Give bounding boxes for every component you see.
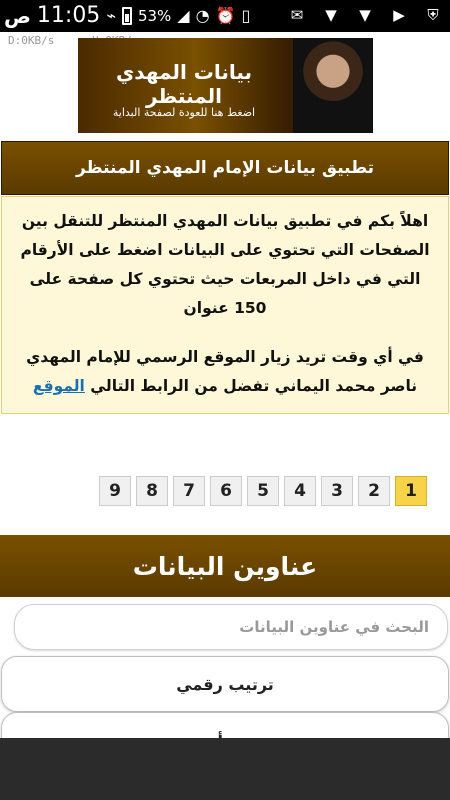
- battery-percent: 53%: [137, 6, 172, 25]
- page-8-button[interactable]: 8: [136, 476, 168, 506]
- portrait-image: [293, 38, 373, 133]
- page-2-button[interactable]: 2: [358, 476, 390, 506]
- status-ampm: ص: [4, 3, 31, 28]
- status-bar: [0, 0, 450, 32]
- signal-icon: ◢: [177, 5, 190, 25]
- app-title: تطبيق بيانات الإمام المهدي المنتظر: [75, 158, 375, 178]
- vibrate-icon: ▯: [241, 5, 251, 25]
- search-input[interactable]: [15, 605, 447, 649]
- page-9-button[interactable]: 9: [99, 476, 131, 506]
- info-paragraph-1: اهلاً بكم في تطبيق بيانات المهدي المنتظر للتنقل بين الصفحات التي تحتوي على البيانات اضغط على الأرقام التي في داخل المربعات حيث تحتوي كل صفحة على 150 عنوان: [20, 212, 430, 317]
- list-item-label: ترتيب رقمي: [176, 674, 274, 694]
- page-7-button[interactable]: 7: [173, 476, 205, 506]
- pagination: [99, 476, 427, 506]
- banner-title: بيانات المهدي المنتظر: [115, 60, 253, 108]
- shield-icon: ⛨: [427, 6, 439, 24]
- section-title: عناوين البيانات: [132, 551, 318, 581]
- usb-icon: ⌁: [106, 5, 116, 25]
- list-item-numeric-order[interactable]: [1, 656, 449, 712]
- alarm-icon: ⏰: [215, 5, 236, 25]
- status-left: [4, 3, 250, 28]
- page-6-button[interactable]: 6: [210, 476, 242, 506]
- status-right: [286, 6, 444, 24]
- play-store-icon: ▶: [393, 6, 405, 24]
- navigation-bar: [0, 738, 450, 800]
- mail-icon: ✉: [290, 6, 304, 24]
- page-4-button[interactable]: 4: [284, 476, 316, 506]
- wifi-icon: ◔: [195, 5, 210, 25]
- page-3-button[interactable]: 3: [321, 476, 353, 506]
- info-paragraph-2-text: في أي وقت تريد زيار الموقع الرسمي للإمام المهدي ناصر محمد اليماني تفضل من الرابط التالي: [26, 348, 424, 395]
- page-1-button[interactable]: 1: [395, 476, 427, 506]
- website-link[interactable]: الموقع: [32, 377, 85, 395]
- notification-flag-icon-2: ▼: [359, 6, 371, 24]
- status-time: 11:05: [36, 3, 101, 28]
- page-5-button[interactable]: 5: [247, 476, 279, 506]
- search-box: [14, 604, 448, 650]
- app-header: [1, 141, 449, 195]
- battery-icon: [122, 7, 132, 25]
- info-paragraph-2: [14, 343, 436, 401]
- notification-flag-icon: ▼: [325, 6, 337, 24]
- section-header: [0, 535, 450, 597]
- net-speed-download: D:0KB/s: [8, 34, 55, 47]
- home-banner[interactable]: [78, 38, 373, 133]
- banner-subtitle: اضغط هنا للعودة لصفحة البداية: [112, 106, 256, 119]
- info-box: [1, 196, 449, 414]
